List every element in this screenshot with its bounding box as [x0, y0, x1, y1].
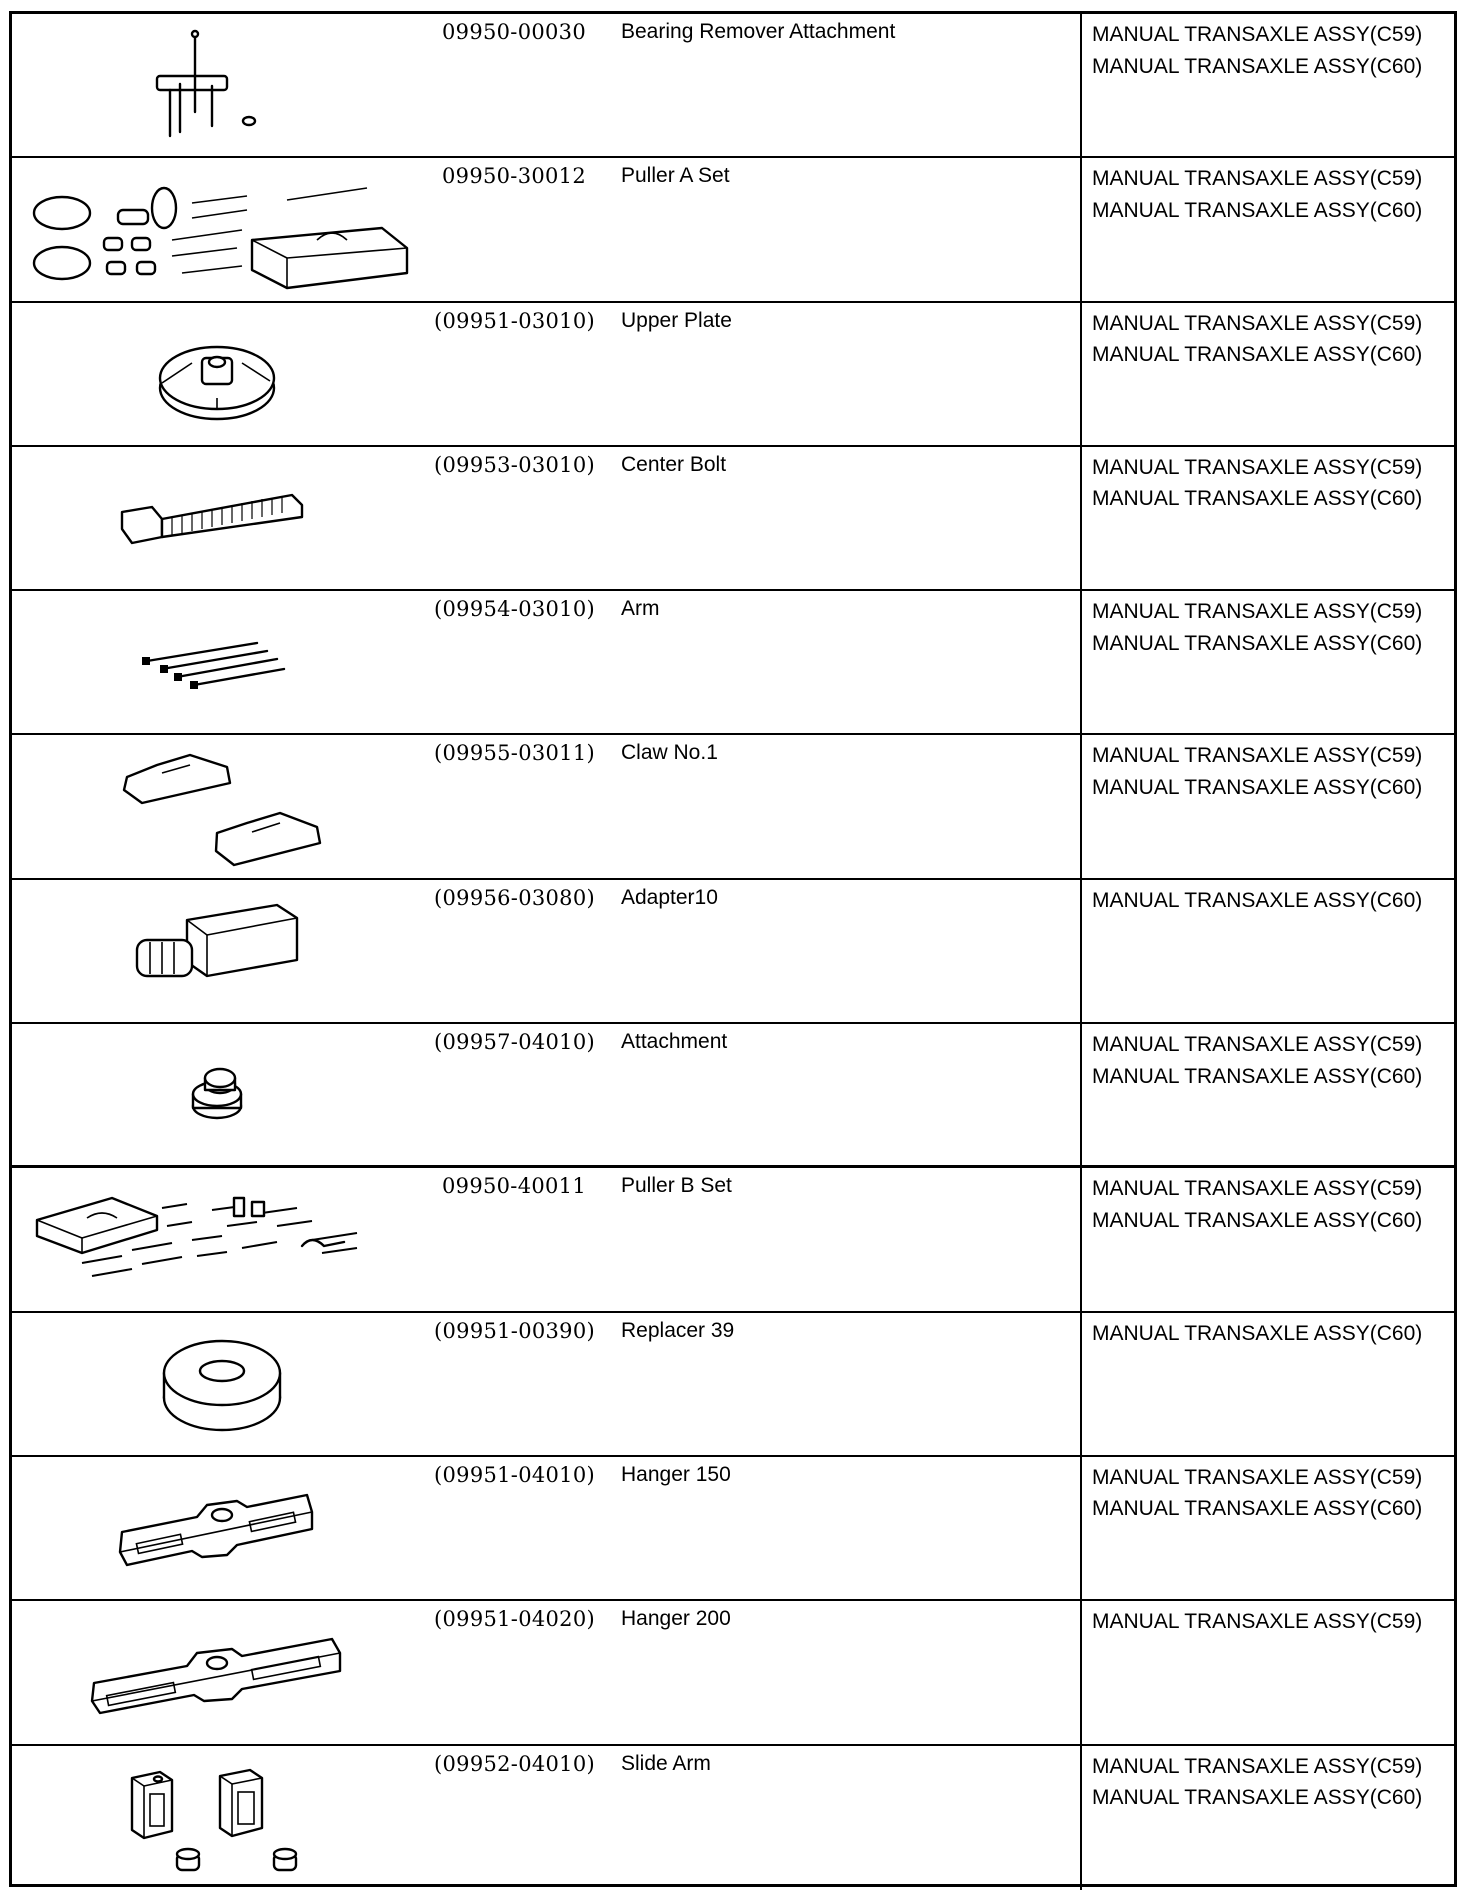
table-row	[12, 735, 1454, 879]
applications	[1080, 880, 1454, 1022]
table-row	[12, 880, 1454, 1024]
bearing-remover-icon	[12, 14, 424, 156]
part-number: (09957-04010)	[434, 1030, 595, 1055]
tool-name: Slide Arm	[621, 1751, 711, 1775]
application-line: MANUAL TRANSAXLE ASSY(C60)	[1092, 1208, 1423, 1232]
application-line: MANUAL TRANSAXLE ASSY(C60)	[1092, 775, 1423, 799]
tool-name: Replacer 39	[621, 1318, 735, 1342]
table-row	[12, 1601, 1454, 1745]
tool-name: Bearing Remover Attachment	[621, 20, 896, 43]
applications	[1080, 1168, 1454, 1310]
applications	[1080, 1457, 1454, 1599]
application-line: MANUAL TRANSAXLE ASSY(C59)	[1092, 455, 1423, 479]
table-row	[12, 1313, 1454, 1457]
illustration-cell	[12, 447, 424, 589]
applications	[1080, 158, 1454, 300]
illustration-cell	[12, 14, 424, 156]
center-bolt-icon	[12, 447, 424, 589]
tool-name: Hanger 200	[621, 1607, 731, 1631]
part-number: (09951-00390)	[434, 1318, 595, 1343]
part-number: (09951-04010)	[434, 1462, 595, 1487]
applications	[1080, 14, 1454, 156]
tool-name: Arm	[621, 597, 660, 621]
application-line: MANUAL TRANSAXLE ASSY(C59)	[1092, 600, 1423, 624]
table-row	[12, 158, 1454, 302]
application-line: MANUAL TRANSAXLE ASSY(C60)	[1092, 631, 1423, 655]
illustration-cell	[12, 735, 424, 877]
application-line: MANUAL TRANSAXLE ASSY(C59)	[1092, 23, 1423, 46]
applications	[1080, 735, 1454, 877]
illustration-cell	[12, 880, 424, 1022]
puller-b-set-icon	[12, 1168, 424, 1310]
illustration-cell	[12, 1601, 424, 1743]
application-line: MANUAL TRANSAXLE ASSY(C60)	[1092, 888, 1423, 912]
application-line: MANUAL TRANSAXLE ASSY(C59)	[1092, 1033, 1423, 1057]
illustration-cell	[12, 1746, 424, 1890]
application-line: MANUAL TRANSAXLE ASSY(C60)	[1092, 1786, 1423, 1810]
illustration-cell	[12, 591, 424, 733]
adapter-icon	[12, 880, 424, 1022]
tool-name: Claw No.1	[621, 741, 718, 765]
applications	[1080, 303, 1454, 445]
application-line: MANUAL TRANSAXLE ASSY(C60)	[1092, 198, 1423, 222]
tool-name: Adapter10	[621, 885, 718, 909]
part-number: 09950-30012	[442, 164, 587, 189]
table-row	[12, 1457, 1454, 1601]
application-line: MANUAL TRANSAXLE ASSY(C60)	[1092, 54, 1423, 78]
applications	[1080, 1313, 1454, 1455]
illustration-cell	[12, 158, 424, 300]
tool-name: Center Bolt	[621, 452, 727, 476]
table-row	[12, 303, 1454, 447]
part-number: (09951-03010)	[434, 308, 595, 333]
arm-icon	[12, 591, 424, 733]
claw-icon	[12, 735, 424, 877]
part-number: (09952-04010)	[434, 1751, 595, 1776]
sst-table	[9, 11, 1457, 1887]
illustration-cell	[12, 1457, 424, 1599]
attachment-icon	[12, 1024, 424, 1166]
applications	[1080, 1024, 1454, 1165]
application-line: MANUAL TRANSAXLE ASSY(C60)	[1092, 1321, 1423, 1345]
application-line: MANUAL TRANSAXLE ASSY(C59)	[1092, 1754, 1423, 1778]
tool-name: Hanger 150	[621, 1462, 731, 1486]
hanger-icon	[12, 1457, 424, 1599]
application-line: MANUAL TRANSAXLE ASSY(C59)	[1092, 1610, 1423, 1634]
tool-name: Puller A Set	[621, 164, 730, 188]
illustration-cell	[12, 1024, 424, 1165]
part-number: 09950-00030	[442, 20, 587, 44]
part-number: (09951-04020)	[434, 1607, 595, 1632]
application-line: MANUAL TRANSAXLE ASSY(C59)	[1092, 744, 1423, 768]
puller-set-icon	[12, 158, 424, 300]
table-row	[12, 1746, 1454, 1890]
part-number: (09954-03010)	[434, 597, 595, 622]
illustration-cell	[12, 1168, 424, 1310]
application-line: MANUAL TRANSAXLE ASSY(C59)	[1092, 167, 1423, 191]
application-line: MANUAL TRANSAXLE ASSY(C60)	[1092, 343, 1423, 367]
table-row	[12, 591, 1454, 735]
application-line: MANUAL TRANSAXLE ASSY(C59)	[1092, 1177, 1423, 1201]
table-row	[12, 14, 1454, 158]
part-number: (09953-03010)	[434, 452, 595, 477]
replacer-ring-icon	[12, 1313, 424, 1455]
upper-plate-icon	[12, 303, 424, 445]
table-row	[12, 1168, 1454, 1312]
application-line: MANUAL TRANSAXLE ASSY(C60)	[1092, 1497, 1423, 1521]
applications	[1080, 1601, 1454, 1743]
hanger-long-icon	[12, 1601, 424, 1743]
part-number: (09956-03080)	[434, 885, 595, 910]
application-line: MANUAL TRANSAXLE ASSY(C59)	[1092, 1465, 1423, 1489]
applications	[1080, 447, 1454, 589]
table-row	[12, 1024, 1454, 1168]
tool-name: Upper Plate	[621, 308, 732, 332]
application-line: MANUAL TRANSAXLE ASSY(C60)	[1092, 1064, 1423, 1088]
part-number: (09955-03011)	[434, 741, 595, 766]
illustration-cell	[12, 303, 424, 445]
applications	[1080, 1746, 1454, 1890]
part-number: 09950-40011	[442, 1174, 587, 1199]
slide-arm-icon	[12, 1746, 424, 1888]
application-line: MANUAL TRANSAXLE ASSY(C59)	[1092, 311, 1423, 335]
applications	[1080, 591, 1454, 733]
tool-name: Puller B Set	[621, 1174, 732, 1198]
tool-name: Attachment	[621, 1030, 728, 1054]
illustration-cell	[12, 1313, 424, 1455]
table-row	[12, 447, 1454, 591]
application-line: MANUAL TRANSAXLE ASSY(C60)	[1092, 487, 1423, 511]
